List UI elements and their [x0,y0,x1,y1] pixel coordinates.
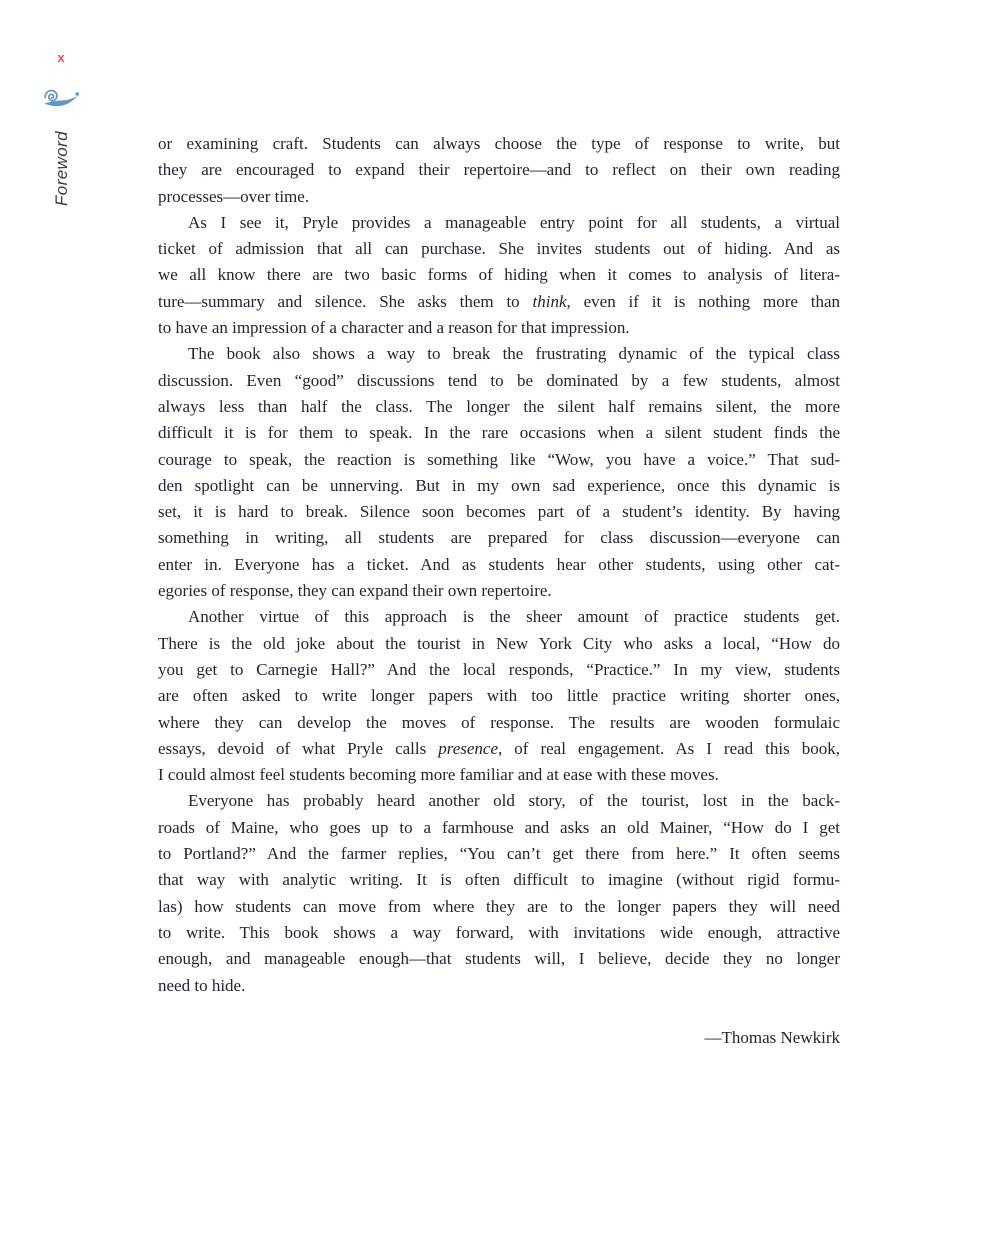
text-line: you get to Carnegie Hall?” And the local responds, “Practice.” In my view, students [158,659,840,679]
text-line: As I see it, Pryle provides a manageable entry point for all students, a virtual [188,212,840,232]
chapter-label-foreword: Foreword [52,130,71,206]
text-line: essays, devoid of what Pryle calls presence, of real engagement. As I read this book, [158,738,841,758]
close-icon[interactable]: x [57,50,65,65]
text-line: courage to speak, the reaction is something like “Wow, you have a voice.” That sud- [158,449,840,469]
text-line: Another virtue of this approach is the sheer amount of practice students get. [188,607,840,627]
paragraph [158,604,840,788]
text-line: Everyone has probably heard another old story, of the tourist, lost in the back- [188,791,840,811]
text-line: we all know there are two basic forms of hiding when it comes to analysis of litera- [158,265,840,285]
author-signature: —Thomas Newkirk [704,1027,840,1047]
text-line: processes—over time. [158,186,310,206]
wave-flourish-icon [43,85,79,112]
text-line: or examining craft. Students can always choose the type of response to write, but [158,134,840,153]
text-line: There is the old joke about the tourist in New York City who asks a local, “How do [158,633,840,653]
text-line: las) how students can move from where they are to the longer papers they will need [158,896,840,916]
text-line: discussion. Even “good” discussions tend to be dominated by a few students, almost [158,370,840,390]
text-line: difficult it is for them to speak. In the rare occasions when a silent student finds the [158,423,840,443]
text-line: ticket of admission that all can purchase. She invites students out of hiding. And as [158,239,840,259]
text-line: set, it is hard to break. Silence soon becomes part of a student’s identity. By having [158,502,840,522]
text-line: are often asked to write longer papers with too little practice writing shorter ones, [158,686,840,706]
text-line: always less than half the class. The longer the silent half remains silent, the more [158,396,840,416]
text-line: I could almost feel students becoming more familiar and at ease with these moves. [158,765,719,785]
text-line: something in writing, all students are prepared for class discussion—everyone can [158,528,840,548]
text-line: where they can develop the moves of response. The results are wooden formulaic [158,712,840,732]
paragraph [158,788,840,998]
paragraph [158,131,840,210]
text-line: need to hide. [158,975,246,995]
paragraph [158,210,840,341]
text-line: ture—summary and silence. She asks them to think, even if it is nothing more than [158,291,840,311]
text-line: enough, and manageable enough—that students will, I believe, decide they no longer [158,949,840,969]
text-line: The book also shows a way to break the frustrating dynamic of the typical class [188,344,840,364]
text-line: to write. This book shows a way forward, with invitations wide enough, attractive [158,922,840,942]
text-line: to have an impression of a character and a reason for that impression. [158,318,630,338]
text-line: they are encouraged to expand their repertoire—and to reflect on their own reading [158,160,840,180]
text-line: to Portland?” And the farmer replies, “You can’t get there from here.” It often seems [158,844,840,864]
text-line: egories of response, they can expand their own repertoire. [158,581,552,601]
body-text [158,131,840,1051]
text-line: enter in. Everyone has a ticket. And as students hear other students, using other cat- [158,554,840,574]
paragraph [158,341,840,604]
text-line: den spotlight can be unnerving. But in my own sad experience, once this dynamic is [158,475,840,495]
text-line: that way with analytic writing. It is often difficult to imagine (without rigid formu- [158,870,840,890]
text-line: roads of Maine, who goes up to a farmhouse and asks an old Mainer, “How do I get [158,817,840,837]
